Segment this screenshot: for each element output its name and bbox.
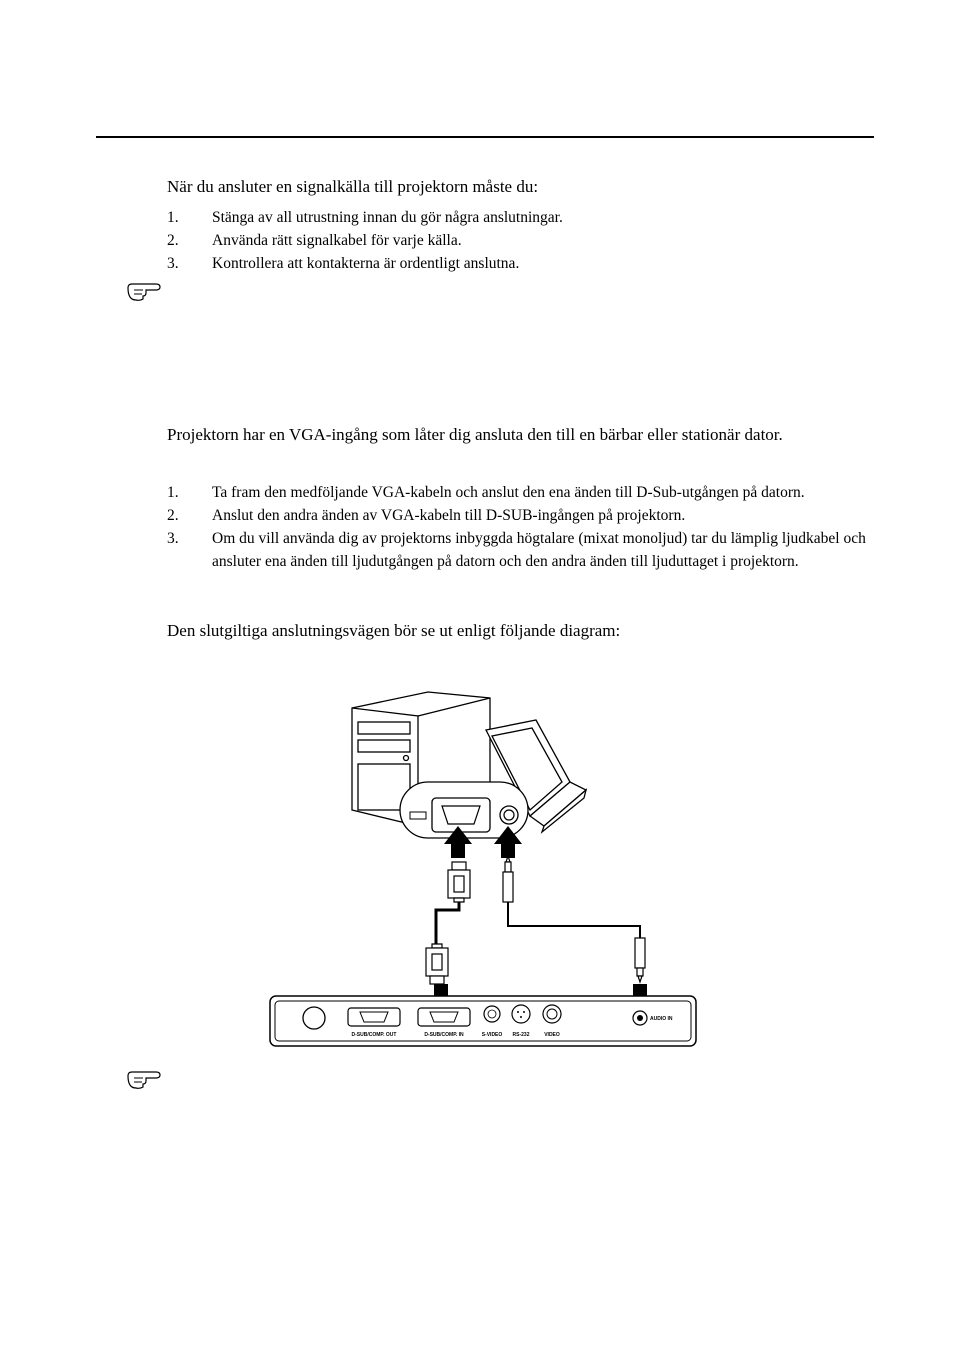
section1-steps bbox=[167, 206, 877, 275]
list-number: 3. bbox=[167, 530, 179, 547]
list-item bbox=[167, 527, 877, 573]
list-number: 2. bbox=[167, 232, 179, 249]
port-label-dsub-in: D-SUB/COMP. IN bbox=[424, 1032, 464, 1038]
list-item bbox=[167, 504, 877, 527]
list-item bbox=[167, 481, 877, 504]
list-text: Stänga av all utrustning innan du gör några anslutningar. bbox=[212, 209, 563, 226]
list-text: Använda rätt signalkabel för varje källa. bbox=[212, 232, 462, 249]
port-label-video: VIDEO bbox=[544, 1032, 560, 1038]
section1-intro: När du ansluter en signalkälla till projektorn måste du: bbox=[167, 177, 539, 196]
list-text: Kontrollera att kontakterna är ordentligt anslutna. bbox=[212, 255, 520, 272]
pointing-hand-icon bbox=[126, 1068, 162, 1090]
list-text: Ta fram den medföljande VGA-kabeln och anslut den ena änden till D-Sub-utgången på datorn. bbox=[212, 484, 805, 501]
port-label-rs232: RS-232 bbox=[512, 1032, 530, 1038]
list-number: 1. bbox=[167, 209, 179, 226]
vga-plug-top bbox=[448, 862, 470, 902]
header-rule bbox=[96, 136, 874, 138]
audio-plug-top bbox=[503, 856, 513, 902]
list-number: 2. bbox=[167, 507, 179, 524]
pointing-hand-icon bbox=[126, 280, 162, 302]
audio-plug-bottom bbox=[635, 938, 645, 982]
list-number: 3. bbox=[167, 255, 179, 272]
section2-steps bbox=[167, 481, 877, 573]
port-label-audio-in: AUDIO IN bbox=[650, 1016, 673, 1022]
section2-intro: Projektorn har en VGA-ingång som låter dig ansluta den till en bärbar eller stationär dator. bbox=[167, 425, 783, 444]
port-label-dsub-out: D-SUB/COMP. OUT bbox=[351, 1032, 397, 1038]
vga-plug-bottom bbox=[426, 944, 448, 984]
connection-diagram bbox=[268, 686, 700, 1050]
projector-rear-panel bbox=[270, 996, 696, 1046]
list-text: Om du vill använda dig av projektorns inbyggda högtalare (mixat monoljud) tar du lämplig ljudkabel och ansluter ena änden till ljudutgången på datorn och den andra änden till ljuduttaget i projektorn. bbox=[212, 530, 866, 570]
section2-outro: Den slutgiltiga anslutningsvägen bör se ut enligt följande diagram: bbox=[167, 621, 621, 640]
port-label-svideo: S-VIDEO bbox=[481, 1032, 503, 1038]
list-item bbox=[167, 229, 877, 252]
list-text: Anslut den andra änden av VGA-kabeln till D-SUB-ingången på projektorn. bbox=[212, 507, 686, 524]
list-number: 1. bbox=[167, 484, 179, 501]
list-item bbox=[167, 206, 877, 229]
list-item bbox=[167, 252, 877, 275]
